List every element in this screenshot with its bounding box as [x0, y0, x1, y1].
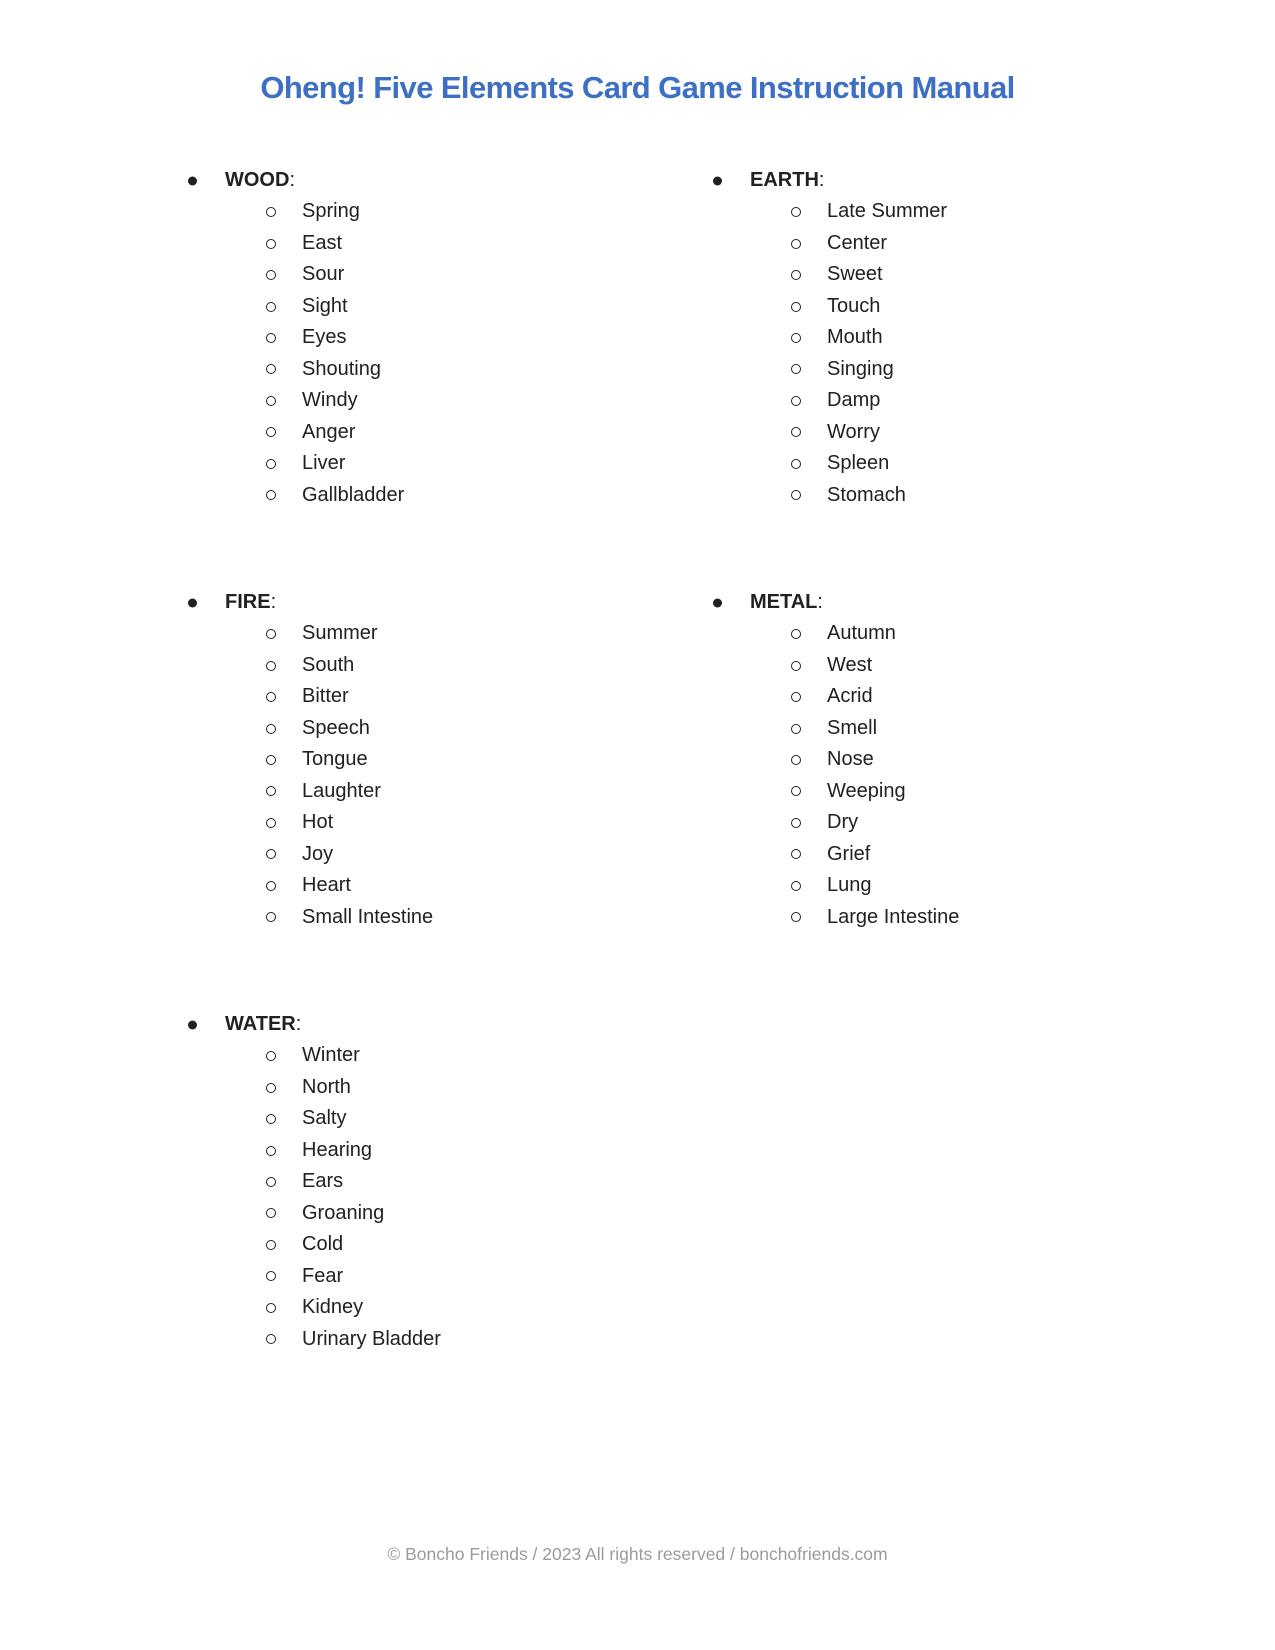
list-item-label: Urinary Bladder: [302, 1327, 441, 1350]
list-item-label: Center: [827, 231, 888, 254]
list-item-label: West: [827, 653, 873, 676]
list-item: [188, 902, 713, 933]
circle-bullet-icon: [266, 490, 276, 500]
section-header: [188, 1009, 713, 1040]
list-item-label: Heart: [302, 874, 351, 897]
circle-bullet-icon: [266, 1114, 276, 1124]
circle-bullet-icon: [791, 364, 801, 374]
list-item-label: Sight: [302, 294, 348, 317]
list-item-label: Weeping: [827, 779, 906, 802]
list-item-label: Winter: [302, 1044, 360, 1067]
circle-bullet-icon: [791, 302, 801, 312]
circle-bullet-icon: [266, 912, 276, 922]
list-item: [713, 480, 1213, 511]
circle-bullet-icon: [791, 912, 801, 922]
circle-bullet-icon: [266, 459, 276, 469]
circle-bullet-icon: [266, 1334, 276, 1344]
list-item: [713, 322, 1213, 353]
section-header: [188, 587, 713, 618]
list-item: [188, 385, 713, 416]
list-item-label: North: [302, 1075, 351, 1098]
elements-grid: [188, 165, 1275, 1355]
element-section: [188, 165, 713, 511]
element-name: WATER: [225, 1012, 296, 1035]
circle-bullet-icon: [791, 881, 801, 891]
list-item-label: Spleen: [827, 452, 890, 475]
disc-bullet-icon: [188, 1020, 197, 1029]
circle-bullet-icon: [266, 207, 276, 217]
list-item-label: Nose: [827, 748, 874, 771]
section-header: [188, 165, 713, 196]
list-item-label: Small Intestine: [302, 905, 434, 928]
element-items: [188, 196, 713, 511]
list-item-label: Sweet: [827, 263, 883, 286]
list-item-label: Fear: [302, 1264, 344, 1287]
list-item: [713, 776, 1213, 807]
list-item: [188, 322, 713, 353]
footer-text: © Boncho Friends / 2023 All rights reserved / bonchofriends.com: [387, 1544, 888, 1564]
list-item: [713, 807, 1213, 838]
circle-bullet-icon: [791, 270, 801, 280]
circle-bullet-icon: [266, 333, 276, 343]
circle-bullet-icon: [791, 427, 801, 437]
circle-bullet-icon: [266, 629, 276, 639]
circle-bullet-icon: [266, 239, 276, 249]
circle-bullet-icon: [266, 302, 276, 312]
list-item-label: Windy: [302, 389, 358, 412]
list-item: [713, 385, 1213, 416]
circle-bullet-icon: [791, 849, 801, 859]
page-footer: [0, 1542, 1275, 1566]
list-item-label: Damp: [827, 389, 881, 412]
circle-bullet-icon: [266, 724, 276, 734]
list-item-label: Liver: [302, 452, 346, 475]
element-name: METAL: [750, 590, 818, 613]
list-item-label: Gallbladder: [302, 483, 405, 506]
list-item-label: Dry: [827, 811, 859, 834]
circle-bullet-icon: [266, 786, 276, 796]
list-item: [188, 681, 713, 712]
list-item: [188, 807, 713, 838]
circle-bullet-icon: [266, 1083, 276, 1093]
list-item-label: Salty: [302, 1107, 347, 1130]
list-item: [188, 1198, 713, 1229]
circle-bullet-icon: [266, 1177, 276, 1187]
list-item: [713, 228, 1213, 259]
list-item-label: Hearing: [302, 1138, 373, 1161]
list-item: [713, 839, 1213, 870]
circle-bullet-icon: [791, 396, 801, 406]
element-colon: :: [817, 590, 823, 613]
circle-bullet-icon: [266, 364, 276, 374]
circle-bullet-icon: [791, 661, 801, 671]
list-item: [188, 1040, 713, 1071]
circle-bullet-icon: [791, 818, 801, 828]
list-item: [188, 291, 713, 322]
element-items: [713, 196, 1213, 511]
circle-bullet-icon: [266, 1303, 276, 1313]
list-item-label: Sour: [302, 263, 345, 286]
circle-bullet-icon: [266, 1208, 276, 1218]
section-header: [713, 165, 1213, 196]
list-item: [188, 259, 713, 290]
circle-bullet-icon: [791, 333, 801, 343]
element-items: [188, 1040, 713, 1355]
circle-bullet-icon: [266, 849, 276, 859]
circle-bullet-icon: [791, 459, 801, 469]
disc-bullet-icon: [713, 176, 722, 185]
list-item: [188, 480, 713, 511]
list-item-label: Hot: [302, 811, 334, 834]
list-item-label: Acrid: [827, 685, 873, 708]
element-colon: :: [295, 1012, 302, 1035]
circle-bullet-icon: [266, 1051, 276, 1061]
list-item: [713, 354, 1213, 385]
circle-bullet-icon: [266, 1240, 276, 1250]
list-item: [188, 1229, 713, 1260]
circle-bullet-icon: [791, 786, 801, 796]
list-item-label: Worry: [827, 420, 880, 443]
list-item-label: Joy: [302, 842, 334, 865]
list-item: [188, 196, 713, 227]
circle-bullet-icon: [266, 881, 276, 891]
element-name: WOOD: [225, 169, 290, 191]
list-item: [188, 1072, 713, 1103]
list-item-label: Summer: [302, 622, 378, 645]
list-item-label: Stomach: [827, 483, 906, 506]
circle-bullet-icon: [266, 270, 276, 280]
list-item-label: Shouting: [302, 357, 381, 380]
list-item: [713, 291, 1213, 322]
list-item-label: Anger: [302, 420, 356, 443]
list-item-label: Eyes: [302, 326, 347, 349]
element-section: [713, 165, 1213, 511]
disc-bullet-icon: [713, 598, 722, 607]
list-item: [713, 681, 1213, 712]
list-item-label: Large Intestine: [827, 905, 960, 928]
list-item: [188, 1103, 713, 1134]
list-item: [713, 259, 1213, 290]
element-name: FIRE: [225, 590, 271, 613]
list-item: [188, 1261, 713, 1292]
element-items: [713, 618, 1213, 933]
list-item-label: Cold: [302, 1233, 344, 1256]
list-item-label: Bitter: [302, 685, 349, 708]
list-item: [188, 776, 713, 807]
list-item: [188, 417, 713, 448]
list-item-label: East: [302, 231, 343, 254]
element-section: [188, 1009, 713, 1355]
element-items: [188, 618, 713, 933]
page-title: Oheng! Five Elements Card Game Instruction Manual: [260, 70, 1015, 105]
circle-bullet-icon: [266, 661, 276, 671]
list-item-label: Late Summer: [827, 200, 948, 223]
list-item-label: Speech: [302, 716, 370, 739]
list-item: [188, 448, 713, 479]
element-colon: :: [289, 169, 295, 191]
list-item: [188, 1135, 713, 1166]
disc-bullet-icon: [188, 598, 197, 607]
list-item: [713, 417, 1213, 448]
circle-bullet-icon: [791, 490, 801, 500]
list-item: [188, 744, 713, 775]
list-item-label: Smell: [827, 716, 878, 739]
disc-bullet-icon: [188, 176, 197, 185]
list-item: [188, 1292, 713, 1323]
list-item: [188, 650, 713, 681]
circle-bullet-icon: [791, 629, 801, 639]
list-item: [713, 870, 1213, 901]
circle-bullet-icon: [266, 755, 276, 765]
list-item: [188, 228, 713, 259]
list-item: [188, 870, 713, 901]
circle-bullet-icon: [791, 207, 801, 217]
list-item: [713, 618, 1213, 649]
list-item: [713, 744, 1213, 775]
list-item: [188, 354, 713, 385]
list-item-label: Ears: [302, 1170, 344, 1193]
element-section: [713, 587, 1213, 933]
element-colon: :: [818, 169, 825, 191]
list-item: [713, 902, 1213, 933]
list-item-label: Kidney: [302, 1296, 364, 1319]
circle-bullet-icon: [266, 427, 276, 437]
list-item-label: Tongue: [302, 748, 368, 771]
section-header: [713, 587, 1213, 618]
circle-bullet-icon: [266, 818, 276, 828]
circle-bullet-icon: [266, 692, 276, 702]
element-colon: :: [270, 590, 277, 613]
list-item: [713, 196, 1213, 227]
element-section: [188, 587, 713, 933]
list-item: [713, 448, 1213, 479]
list-item-label: Lung: [827, 874, 872, 897]
list-item: [188, 1324, 713, 1355]
circle-bullet-icon: [791, 755, 801, 765]
list-item-label: Autumn: [827, 622, 896, 645]
circle-bullet-icon: [266, 1271, 276, 1281]
list-item: [713, 713, 1213, 744]
list-item-label: Singing: [827, 357, 894, 380]
circle-bullet-icon: [791, 692, 801, 702]
list-item: [188, 618, 713, 649]
list-item: [188, 839, 713, 870]
list-item: [188, 1166, 713, 1197]
circle-bullet-icon: [791, 724, 801, 734]
list-item-label: South: [302, 653, 355, 676]
element-name: EARTH: [750, 169, 819, 191]
list-item: [713, 650, 1213, 681]
circle-bullet-icon: [266, 1146, 276, 1156]
list-item-label: Touch: [827, 294, 881, 317]
list-item-label: Grief: [827, 842, 871, 865]
list-item-label: Spring: [302, 200, 360, 223]
list-item-label: Laughter: [302, 779, 381, 802]
list-item-label: Groaning: [302, 1201, 385, 1224]
list-item-label: Mouth: [827, 326, 883, 349]
circle-bullet-icon: [791, 239, 801, 249]
list-item: [188, 713, 713, 744]
circle-bullet-icon: [266, 396, 276, 406]
